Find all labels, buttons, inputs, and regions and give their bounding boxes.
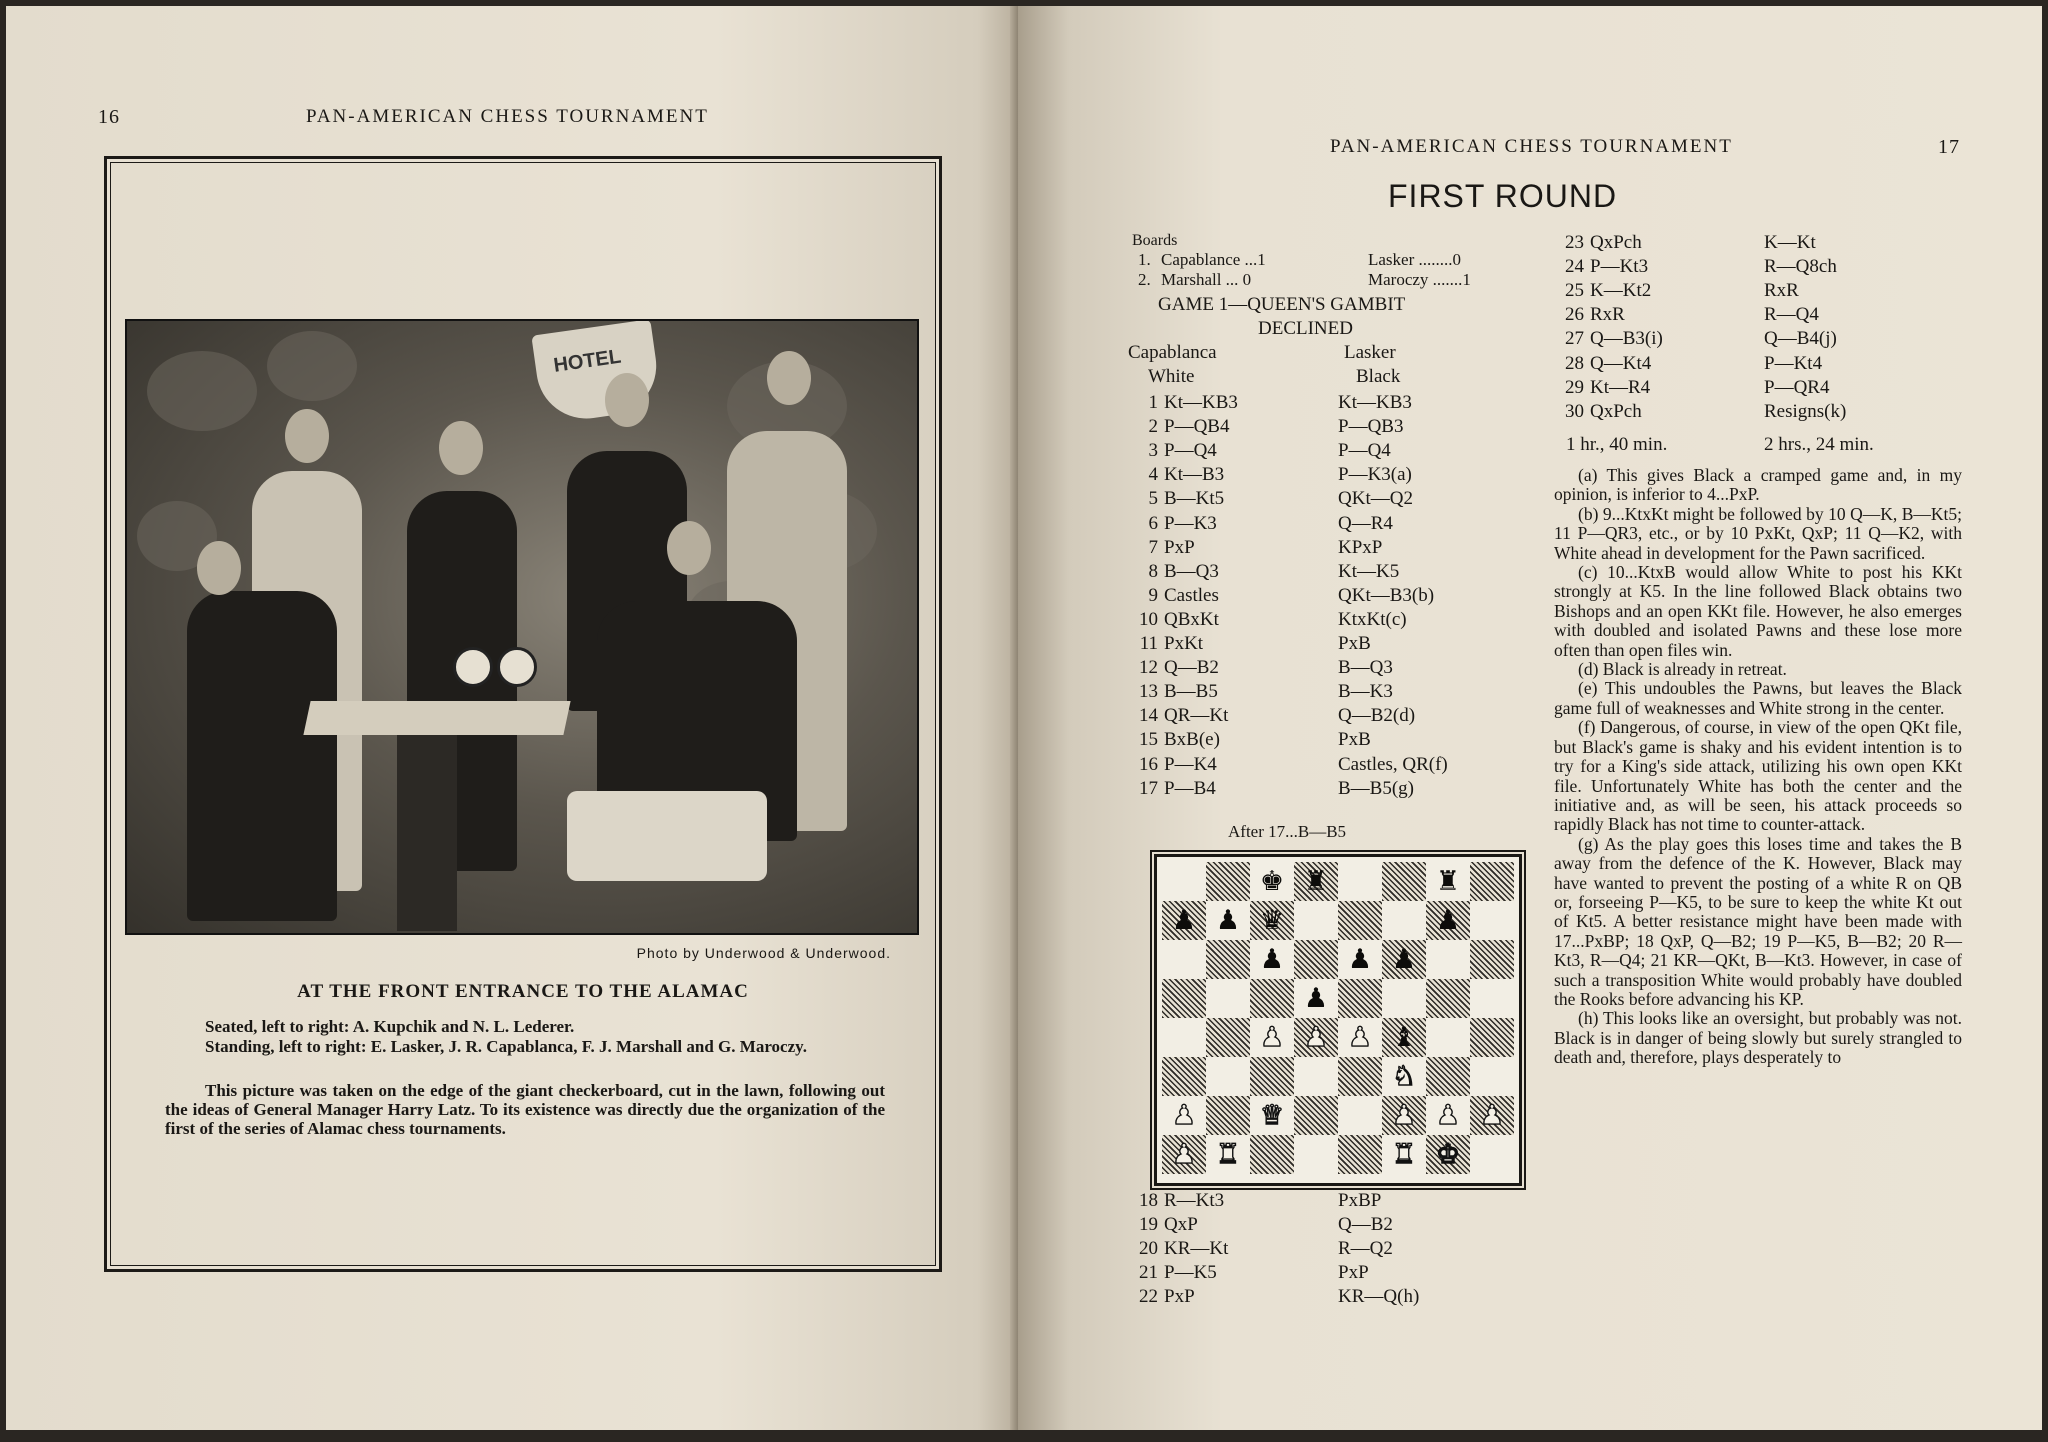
- white-rook-icon: ♜: [1215, 1139, 1241, 1170]
- move-row: [1554, 304, 1819, 326]
- black-move: P—Kt4: [1764, 352, 1823, 374]
- board-square: [1470, 901, 1514, 940]
- move-row: [1128, 1238, 1393, 1260]
- move-row: [1128, 753, 1448, 776]
- move-row: [1128, 777, 1414, 800]
- white-move: P—Kt3: [1590, 256, 1649, 278]
- black-player: Lasker: [1344, 342, 1396, 363]
- move-row: [1554, 280, 1799, 302]
- annotation-note: (e) This undoubles the Pawns, but leaves the Black game full of weaknesses and White strong in the center.: [1554, 678, 1962, 718]
- annotation-note: (h) This looks like an oversight, but probably was not. Black is in danger of being slowly but surely strangled to death and, therefore, plays desperately to: [1554, 1008, 1962, 1068]
- board-square: [1470, 862, 1514, 901]
- black-king-icon: ♚: [1259, 866, 1285, 897]
- move-number: 8: [1148, 560, 1158, 582]
- board-square: [1426, 979, 1470, 1018]
- board-square: [1294, 901, 1338, 940]
- board-result-row: 2. Marshall ... 0 Maroczy .......1: [1138, 270, 1471, 289]
- page-number: 17: [1938, 136, 1960, 158]
- board-square: [1294, 1135, 1338, 1174]
- board-square: [1162, 862, 1206, 901]
- black-move: KtxKt(c): [1338, 608, 1407, 630]
- white-move: Castles: [1164, 584, 1219, 606]
- white-king-icon: ♚: [1435, 1139, 1461, 1170]
- black-move: PxB: [1338, 633, 1371, 654]
- move-row: [1128, 608, 1407, 631]
- white-move: Kt—KB3: [1164, 392, 1238, 413]
- annotation-note: (f) Dangerous, of course, in view of the open QKt file, but Black's game is shaky and his evident intention is to try for a King's side attack, utilizing his own open KKt file. Unfortunately White has both the center and the initiative and, as will be seen, his attack proceeds so rapidly Black has not time to counter-attack.: [1554, 717, 1962, 835]
- white-pawn-icon: ♟: [1347, 1022, 1373, 1053]
- left-page: [6, 6, 1018, 1430]
- black-move: QKt—B3(b): [1338, 584, 1435, 606]
- board-square: [1294, 1057, 1338, 1096]
- board-square: [1162, 1018, 1206, 1057]
- white-move: Kt—B3: [1164, 464, 1225, 486]
- white-pawn-icon: ♟: [1171, 1100, 1197, 1131]
- white-move: PxP: [1164, 1286, 1195, 1308]
- board-square: [1250, 979, 1294, 1018]
- black-pawn-icon: ♟: [1303, 983, 1329, 1014]
- white-move: QxPch: [1590, 232, 1642, 253]
- white-move: P—B4: [1164, 777, 1216, 799]
- move-number: 27: [1565, 328, 1584, 350]
- black-move: R—Q2: [1338, 1238, 1393, 1260]
- black-pawn-icon: ♟: [1435, 905, 1461, 936]
- board-square: [1426, 1018, 1470, 1057]
- board-square: [1206, 1057, 1250, 1096]
- move-row: [1128, 681, 1393, 703]
- move-row: [1128, 1190, 1382, 1212]
- move-row: [1128, 705, 1416, 727]
- move-number: 17: [1139, 777, 1158, 799]
- board-square: [1382, 979, 1426, 1018]
- white-rook-icon: ♜: [1391, 1139, 1417, 1170]
- time-black: 2 hrs., 24 min.: [1764, 434, 1874, 455]
- board-square: [1338, 979, 1382, 1018]
- move-row: [1128, 584, 1435, 607]
- move-row: [1554, 328, 1837, 350]
- board-square: [1470, 1135, 1514, 1174]
- photo-title: AT THE FRONT ENTRANCE TO THE ALAMAC: [297, 981, 749, 1002]
- move-row: [1128, 416, 1404, 438]
- black-move: PxB: [1338, 729, 1371, 751]
- hotel-sign: HOTEL: [531, 319, 662, 425]
- move-row: [1554, 376, 1830, 399]
- black-move: K—Kt: [1764, 232, 1816, 253]
- game-title-2: DECLINED: [1258, 318, 1353, 339]
- board-square: [1470, 1018, 1514, 1057]
- white-move: P—K5: [1164, 1262, 1217, 1284]
- move-row: [1128, 560, 1400, 583]
- move-number: 18: [1139, 1190, 1158, 1211]
- move-row: [1128, 392, 1412, 414]
- white-move: Q—Kt4: [1590, 352, 1652, 374]
- black-rook-icon: ♜: [1435, 866, 1461, 897]
- move-number: 16: [1139, 753, 1158, 775]
- move-number: 11: [1139, 633, 1158, 654]
- white-knight-icon: ♞: [1391, 1061, 1417, 1092]
- board-square: [1426, 1057, 1470, 1096]
- black-move: R—Q4: [1764, 304, 1819, 326]
- white-move: P—K4: [1164, 753, 1217, 775]
- black-queen-icon: ♛: [1259, 905, 1285, 936]
- black-pawn-icon: ♟: [1391, 944, 1417, 975]
- black-move: B—B5(g): [1338, 777, 1414, 799]
- black-move: Castles, QR(f): [1338, 753, 1448, 775]
- black-bishop-icon: ♝: [1391, 1022, 1417, 1053]
- running-head: PAN-AMERICAN CHESS TOURNAMENT: [306, 106, 709, 127]
- move-number: 20: [1139, 1238, 1158, 1260]
- board-square: [1382, 901, 1426, 940]
- white-label: White: [1148, 366, 1195, 387]
- board-square: [1206, 862, 1250, 901]
- move-row: [1128, 729, 1371, 751]
- white-move: QBxKt: [1164, 608, 1219, 630]
- caption-seated: Seated, left to right: A. Kupchik and N. L. Lederer.: [205, 1017, 575, 1036]
- white-pawn-icon: ♟: [1435, 1100, 1461, 1131]
- white-pawn-icon: ♟: [1171, 1139, 1197, 1170]
- board-square: [1162, 940, 1206, 979]
- board-square: [1162, 1057, 1206, 1096]
- move-number: 30: [1565, 400, 1584, 422]
- board-square: [1338, 1135, 1382, 1174]
- move-number: 24: [1565, 256, 1584, 278]
- white-move: Q—B2: [1164, 657, 1219, 679]
- board-square: [1338, 1057, 1382, 1096]
- black-rook-icon: ♜: [1303, 866, 1329, 897]
- white-pawn-icon: ♟: [1479, 1100, 1505, 1131]
- move-number: 15: [1139, 729, 1158, 751]
- black-move: Kt—KB3: [1338, 392, 1412, 413]
- white-move: KR—Kt: [1164, 1238, 1229, 1260]
- photo-frame: [104, 156, 942, 1272]
- group-photo: [125, 319, 919, 935]
- white-move: P—Q4: [1164, 440, 1217, 462]
- move-row: [1128, 440, 1391, 462]
- open-book: [6, 6, 2042, 1430]
- black-move: Q—B2: [1338, 1214, 1393, 1236]
- move-number: 1: [1148, 392, 1158, 413]
- black-move: P—QB3: [1338, 416, 1404, 438]
- black-move: PxBP: [1338, 1190, 1382, 1211]
- annotation-note: (a) This gives Black a cramped game and, in my opinion, is inferior to 4...PxP.: [1554, 465, 1962, 505]
- black-move: B—K3: [1338, 681, 1393, 703]
- black-move: Kt—K5: [1338, 560, 1400, 582]
- white-move: P—K3: [1164, 512, 1217, 534]
- move-number: 12: [1139, 657, 1158, 679]
- board-square: [1382, 862, 1426, 901]
- board-square: [1250, 1135, 1294, 1174]
- board-square: [1470, 1057, 1514, 1096]
- annotation-note: (d) Black is already in retreat.: [1578, 659, 1787, 680]
- move-row: [1128, 512, 1393, 535]
- black-pawn-icon: ♟: [1347, 944, 1373, 975]
- move-row: [1128, 1262, 1369, 1284]
- white-move: QR—Kt: [1164, 705, 1229, 727]
- move-number: 14: [1139, 705, 1158, 727]
- white-move: Q—B3(i): [1590, 328, 1663, 350]
- annotation-note: (g) As the play goes this loses time and takes the B away from the defence of the K. However, Black may have wanted to prevent the posting of a white R on QB or, forseeing P—K5, to be sure to keep the white Kt out of Kt5. A better resistance might have been made with 17...PxBP; 18 QxP, Q—B2; 19 P—K5, B—B2; 20 R—Kt3, R—Q4; 21 KR—QKt, B—Kt3. However, in case of such a transposition White would probably have doubled the Rooks before advancing his KP.: [1554, 833, 1962, 1009]
- move-number: 13: [1139, 681, 1158, 703]
- round-title: FIRST ROUND: [1388, 178, 1618, 214]
- black-move: Resigns(k): [1764, 400, 1847, 422]
- move-number: 28: [1565, 352, 1584, 374]
- white-pawn-icon: ♟: [1391, 1100, 1417, 1131]
- page-number: 16: [98, 106, 120, 128]
- move-row: [1128, 488, 1413, 510]
- white-move: RxR: [1590, 304, 1625, 326]
- board-square: [1206, 979, 1250, 1018]
- move-number: 5: [1148, 488, 1158, 510]
- board-square: [1162, 979, 1206, 1018]
- board-result-row: 1. Capablance ...1 Lasker ........0: [1138, 250, 1462, 269]
- move-row: [1128, 657, 1393, 679]
- chess-diagram: [1154, 854, 1522, 1186]
- white-pawn-icon: ♟: [1303, 1022, 1329, 1053]
- move-number: 19: [1139, 1214, 1158, 1236]
- annotation-note: (b) 9...KtxKt might be followed by 10 Q—K, B—Kt5; 11 P—QR3, etc., or by 10 PxKt, QxP; 11 Q—K2, with White ahead in development for the Pawn sacrificed.: [1554, 503, 1962, 563]
- white-move: K—Kt2: [1590, 280, 1652, 302]
- white-move: QxP: [1164, 1214, 1198, 1236]
- white-player: Capablanca: [1128, 342, 1217, 363]
- white-move: PxKt: [1164, 633, 1204, 654]
- black-label: Black: [1356, 366, 1401, 387]
- move-number: 29: [1565, 376, 1584, 398]
- move-number: 6: [1148, 512, 1158, 534]
- white-move: B—Q3: [1164, 560, 1219, 582]
- move-number: 25: [1565, 280, 1584, 302]
- move-number: 9: [1148, 584, 1158, 606]
- black-move: Q—B4(j): [1764, 328, 1837, 350]
- move-row: [1554, 400, 1847, 423]
- move-number: 7: [1148, 536, 1158, 558]
- white-move: PxP: [1164, 536, 1195, 558]
- white-move: B—Kt5: [1164, 488, 1225, 510]
- photo-credit: Photo by Underwood & Underwood.: [636, 945, 891, 961]
- white-queen-icon: ♛: [1259, 1100, 1285, 1131]
- black-move: PxP: [1338, 1262, 1369, 1284]
- white-move: Kt—R4: [1590, 376, 1651, 398]
- board-square: [1206, 1018, 1250, 1057]
- move-row: [1554, 352, 1823, 375]
- black-move: QKt—Q2: [1338, 488, 1413, 510]
- board-square: [1250, 1057, 1294, 1096]
- black-pawn-icon: ♟: [1171, 905, 1197, 936]
- caption-standing: Standing, left to right: E. Lasker, J. R. Capablanca, F. J. Marshall and G. Maroczy.: [205, 1037, 807, 1056]
- board-square: [1206, 940, 1250, 979]
- board-square: [1338, 1096, 1382, 1135]
- black-move: P—K3(a): [1338, 464, 1412, 486]
- move-number: 21: [1139, 1262, 1158, 1284]
- boards-label: Boards: [1132, 232, 1178, 249]
- black-move: P—Q4: [1338, 440, 1391, 462]
- board-square: [1426, 940, 1470, 979]
- move-number: 10: [1139, 608, 1158, 630]
- move-number: 22: [1139, 1286, 1158, 1308]
- board-square: [1206, 1096, 1250, 1135]
- board-square: [1294, 1096, 1338, 1135]
- white-move: B—B5: [1164, 681, 1218, 703]
- move-row: [1128, 1214, 1393, 1236]
- black-move: KR—Q(h): [1338, 1286, 1420, 1308]
- running-head: PAN-AMERICAN CHESS TOURNAMENT: [1330, 136, 1733, 157]
- white-move: BxB(e): [1164, 729, 1220, 751]
- board-square: [1470, 979, 1514, 1018]
- move-number: 3: [1148, 440, 1158, 462]
- caption-body: This picture was taken on the edge of the giant checkerboard, cut in the lawn, following out the ideas of General Manager Harry Latz. To its existence was directly due the organization of the first of the series of Alamac chess tournaments.: [165, 1081, 885, 1138]
- annotation-note: (c) 10...KtxB would allow White to post his KKt strongly at K5. In the line followed Black obtains two Bishops and an open KKt file. However, he also emerges with doubled and isolated Pawns and these lose more often than open files win.: [1554, 562, 1962, 660]
- black-move: Q—R4: [1338, 512, 1393, 534]
- black-pawn-icon: ♟: [1259, 944, 1285, 975]
- move-row: [1554, 232, 1816, 254]
- move-number: 23: [1565, 232, 1584, 253]
- time-white: 1 hr., 40 min.: [1566, 434, 1668, 455]
- move-number: 2: [1148, 416, 1158, 438]
- black-move: R—Q8ch: [1764, 256, 1837, 278]
- black-move: RxR: [1764, 280, 1799, 302]
- move-number: 4: [1148, 464, 1158, 486]
- black-move: Q—B2(d): [1338, 705, 1416, 727]
- move-number: 26: [1565, 304, 1584, 326]
- white-pawn-icon: ♟: [1259, 1022, 1285, 1053]
- board-square: [1470, 940, 1514, 979]
- move-row: [1128, 464, 1412, 486]
- annotations: [1554, 466, 1962, 1068]
- right-page: [1018, 6, 2042, 1430]
- board-square: [1338, 901, 1382, 940]
- diagram-caption: After 17...B—B5: [1228, 822, 1347, 841]
- black-move: KPxP: [1338, 536, 1383, 558]
- white-move: R—Kt3: [1164, 1190, 1225, 1211]
- move-row: [1128, 536, 1383, 559]
- black-pawn-icon: ♟: [1215, 905, 1241, 936]
- white-move: P—QB4: [1164, 416, 1230, 438]
- move-row: [1128, 1286, 1420, 1308]
- move-row: [1554, 256, 1837, 278]
- move-row: [1128, 633, 1371, 655]
- board-square: [1294, 940, 1338, 979]
- black-move: B—Q3: [1338, 657, 1393, 679]
- black-move: P—QR4: [1764, 376, 1830, 398]
- board-square: [1338, 862, 1382, 901]
- white-move: QxPch: [1590, 400, 1642, 422]
- game-title: GAME 1—QUEEN'S GAMBIT: [1158, 294, 1406, 315]
